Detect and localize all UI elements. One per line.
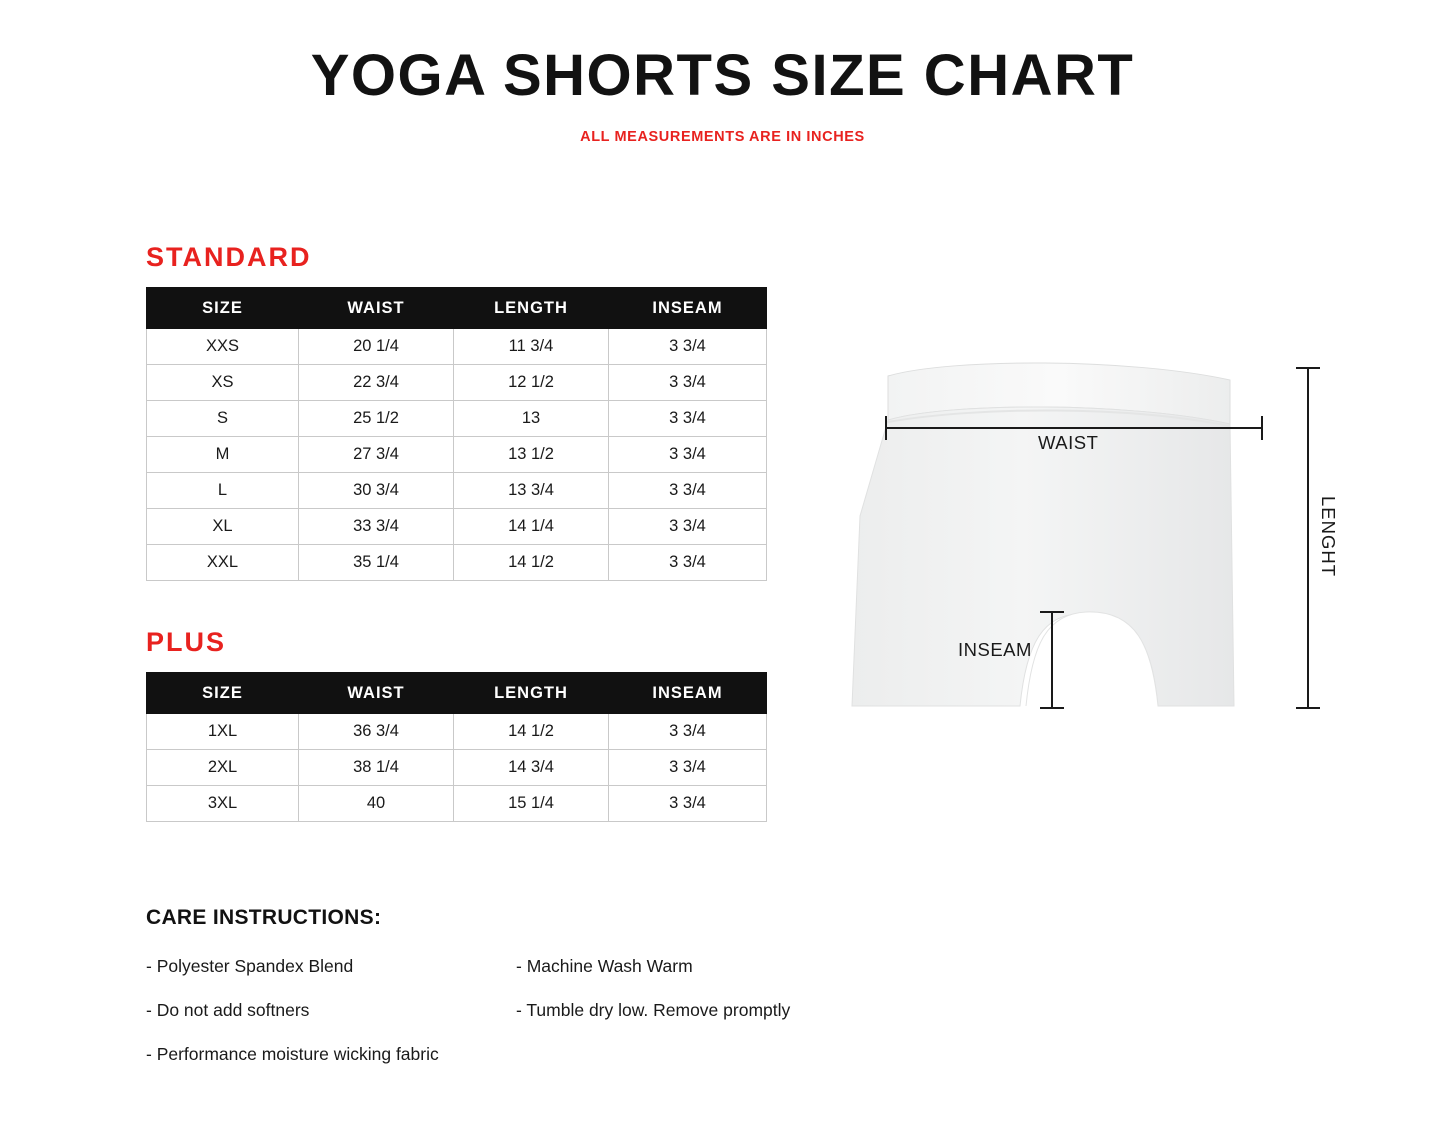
cell-waist: 20 1/4	[299, 329, 454, 365]
plus-size-table	[146, 672, 767, 822]
care-item: - Do not add softners	[146, 1000, 310, 1020]
cell-length: 15 1/4	[454, 786, 609, 822]
cell-length: 13	[454, 401, 609, 437]
cell-size: XXS	[147, 329, 299, 365]
care-item: - Polyester Spandex Blend	[146, 956, 354, 976]
cell-size: M	[147, 437, 299, 473]
table-header-row	[147, 673, 767, 714]
cell-inseam: 3 3/4	[609, 329, 767, 365]
column-header-waist: WAIST	[299, 673, 454, 714]
care-instructions	[146, 906, 926, 1088]
column-header-length: LENGTH	[454, 288, 609, 329]
cell-inseam: 3 3/4	[609, 401, 767, 437]
cell-inseam: 3 3/4	[609, 365, 767, 401]
cell-size: 3XL	[147, 786, 299, 822]
cell-inseam: 3 3/4	[609, 714, 767, 750]
waist-label: WAIST	[1038, 432, 1099, 453]
table-row	[147, 786, 767, 822]
cell-waist: 22 3/4	[299, 365, 454, 401]
care-item: - Tumble dry low. Remove promptly	[516, 1000, 791, 1020]
cell-length: 11 3/4	[454, 329, 609, 365]
cell-inseam: 3 3/4	[609, 545, 767, 581]
cell-inseam: 3 3/4	[609, 786, 767, 822]
cell-length: 13 1/2	[454, 437, 609, 473]
column-header-inseam: INSEAM	[609, 288, 767, 329]
table-row	[147, 714, 767, 750]
column-header-size: SIZE	[147, 673, 299, 714]
page-title: YOGA SHORTS SIZE CHART	[310, 43, 1135, 108]
column-header-size: SIZE	[147, 288, 299, 329]
cell-waist: 40	[299, 786, 454, 822]
size-chart-page	[0, 43, 1445, 1133]
cell-size: 2XL	[147, 750, 299, 786]
table-row	[147, 365, 767, 401]
table-header-row	[147, 288, 767, 329]
cell-length: 12 1/2	[454, 365, 609, 401]
cell-length: 13 3/4	[454, 473, 609, 509]
cell-inseam: 3 3/4	[609, 750, 767, 786]
cell-waist: 33 3/4	[299, 509, 454, 545]
table-row	[147, 750, 767, 786]
care-item: - Machine Wash Warm	[516, 956, 693, 976]
length-label: LENGHT	[1318, 496, 1339, 578]
tables-column	[146, 242, 766, 822]
cell-inseam: 3 3/4	[609, 509, 767, 545]
cell-size: XL	[147, 509, 299, 545]
cell-waist: 30 3/4	[299, 473, 454, 509]
shorts-diagram	[830, 346, 1390, 766]
table-row	[147, 545, 767, 581]
table-row	[147, 401, 767, 437]
cell-length: 14 1/2	[454, 545, 609, 581]
cell-waist: 35 1/4	[299, 545, 454, 581]
cell-size: S	[147, 401, 299, 437]
table-row	[147, 329, 767, 365]
cell-size: L	[147, 473, 299, 509]
standard-section-heading: STANDARD	[146, 242, 312, 272]
table-row	[147, 509, 767, 545]
cell-inseam: 3 3/4	[609, 473, 767, 509]
column-header-inseam: INSEAM	[609, 673, 767, 714]
cell-waist: 25 1/2	[299, 401, 454, 437]
cell-length: 14 3/4	[454, 750, 609, 786]
cell-length: 14 1/2	[454, 714, 609, 750]
cell-waist: 38 1/4	[299, 750, 454, 786]
inseam-label: INSEAM	[958, 639, 1032, 660]
measurement-units-note: ALL MEASUREMENTS ARE IN INCHES	[580, 128, 865, 145]
care-list-left	[146, 956, 516, 1088]
table-row	[147, 437, 767, 473]
care-instructions-title: CARE INSTRUCTIONS:	[146, 906, 382, 929]
plus-section-heading: PLUS	[146, 627, 227, 657]
column-header-waist: WAIST	[299, 288, 454, 329]
cell-length: 14 1/4	[454, 509, 609, 545]
cell-size: XXL	[147, 545, 299, 581]
cell-waist: 36 3/4	[299, 714, 454, 750]
shorts-illustration-svg	[830, 346, 1390, 766]
column-header-length: LENGTH	[454, 673, 609, 714]
cell-inseam: 3 3/4	[609, 437, 767, 473]
care-item: - Performance moisture wicking fabric	[146, 1044, 439, 1064]
cell-size: XS	[147, 365, 299, 401]
cell-size: 1XL	[147, 714, 299, 750]
cell-waist: 27 3/4	[299, 437, 454, 473]
table-row	[147, 473, 767, 509]
standard-size-table	[146, 287, 767, 581]
care-list-right	[516, 956, 886, 1088]
